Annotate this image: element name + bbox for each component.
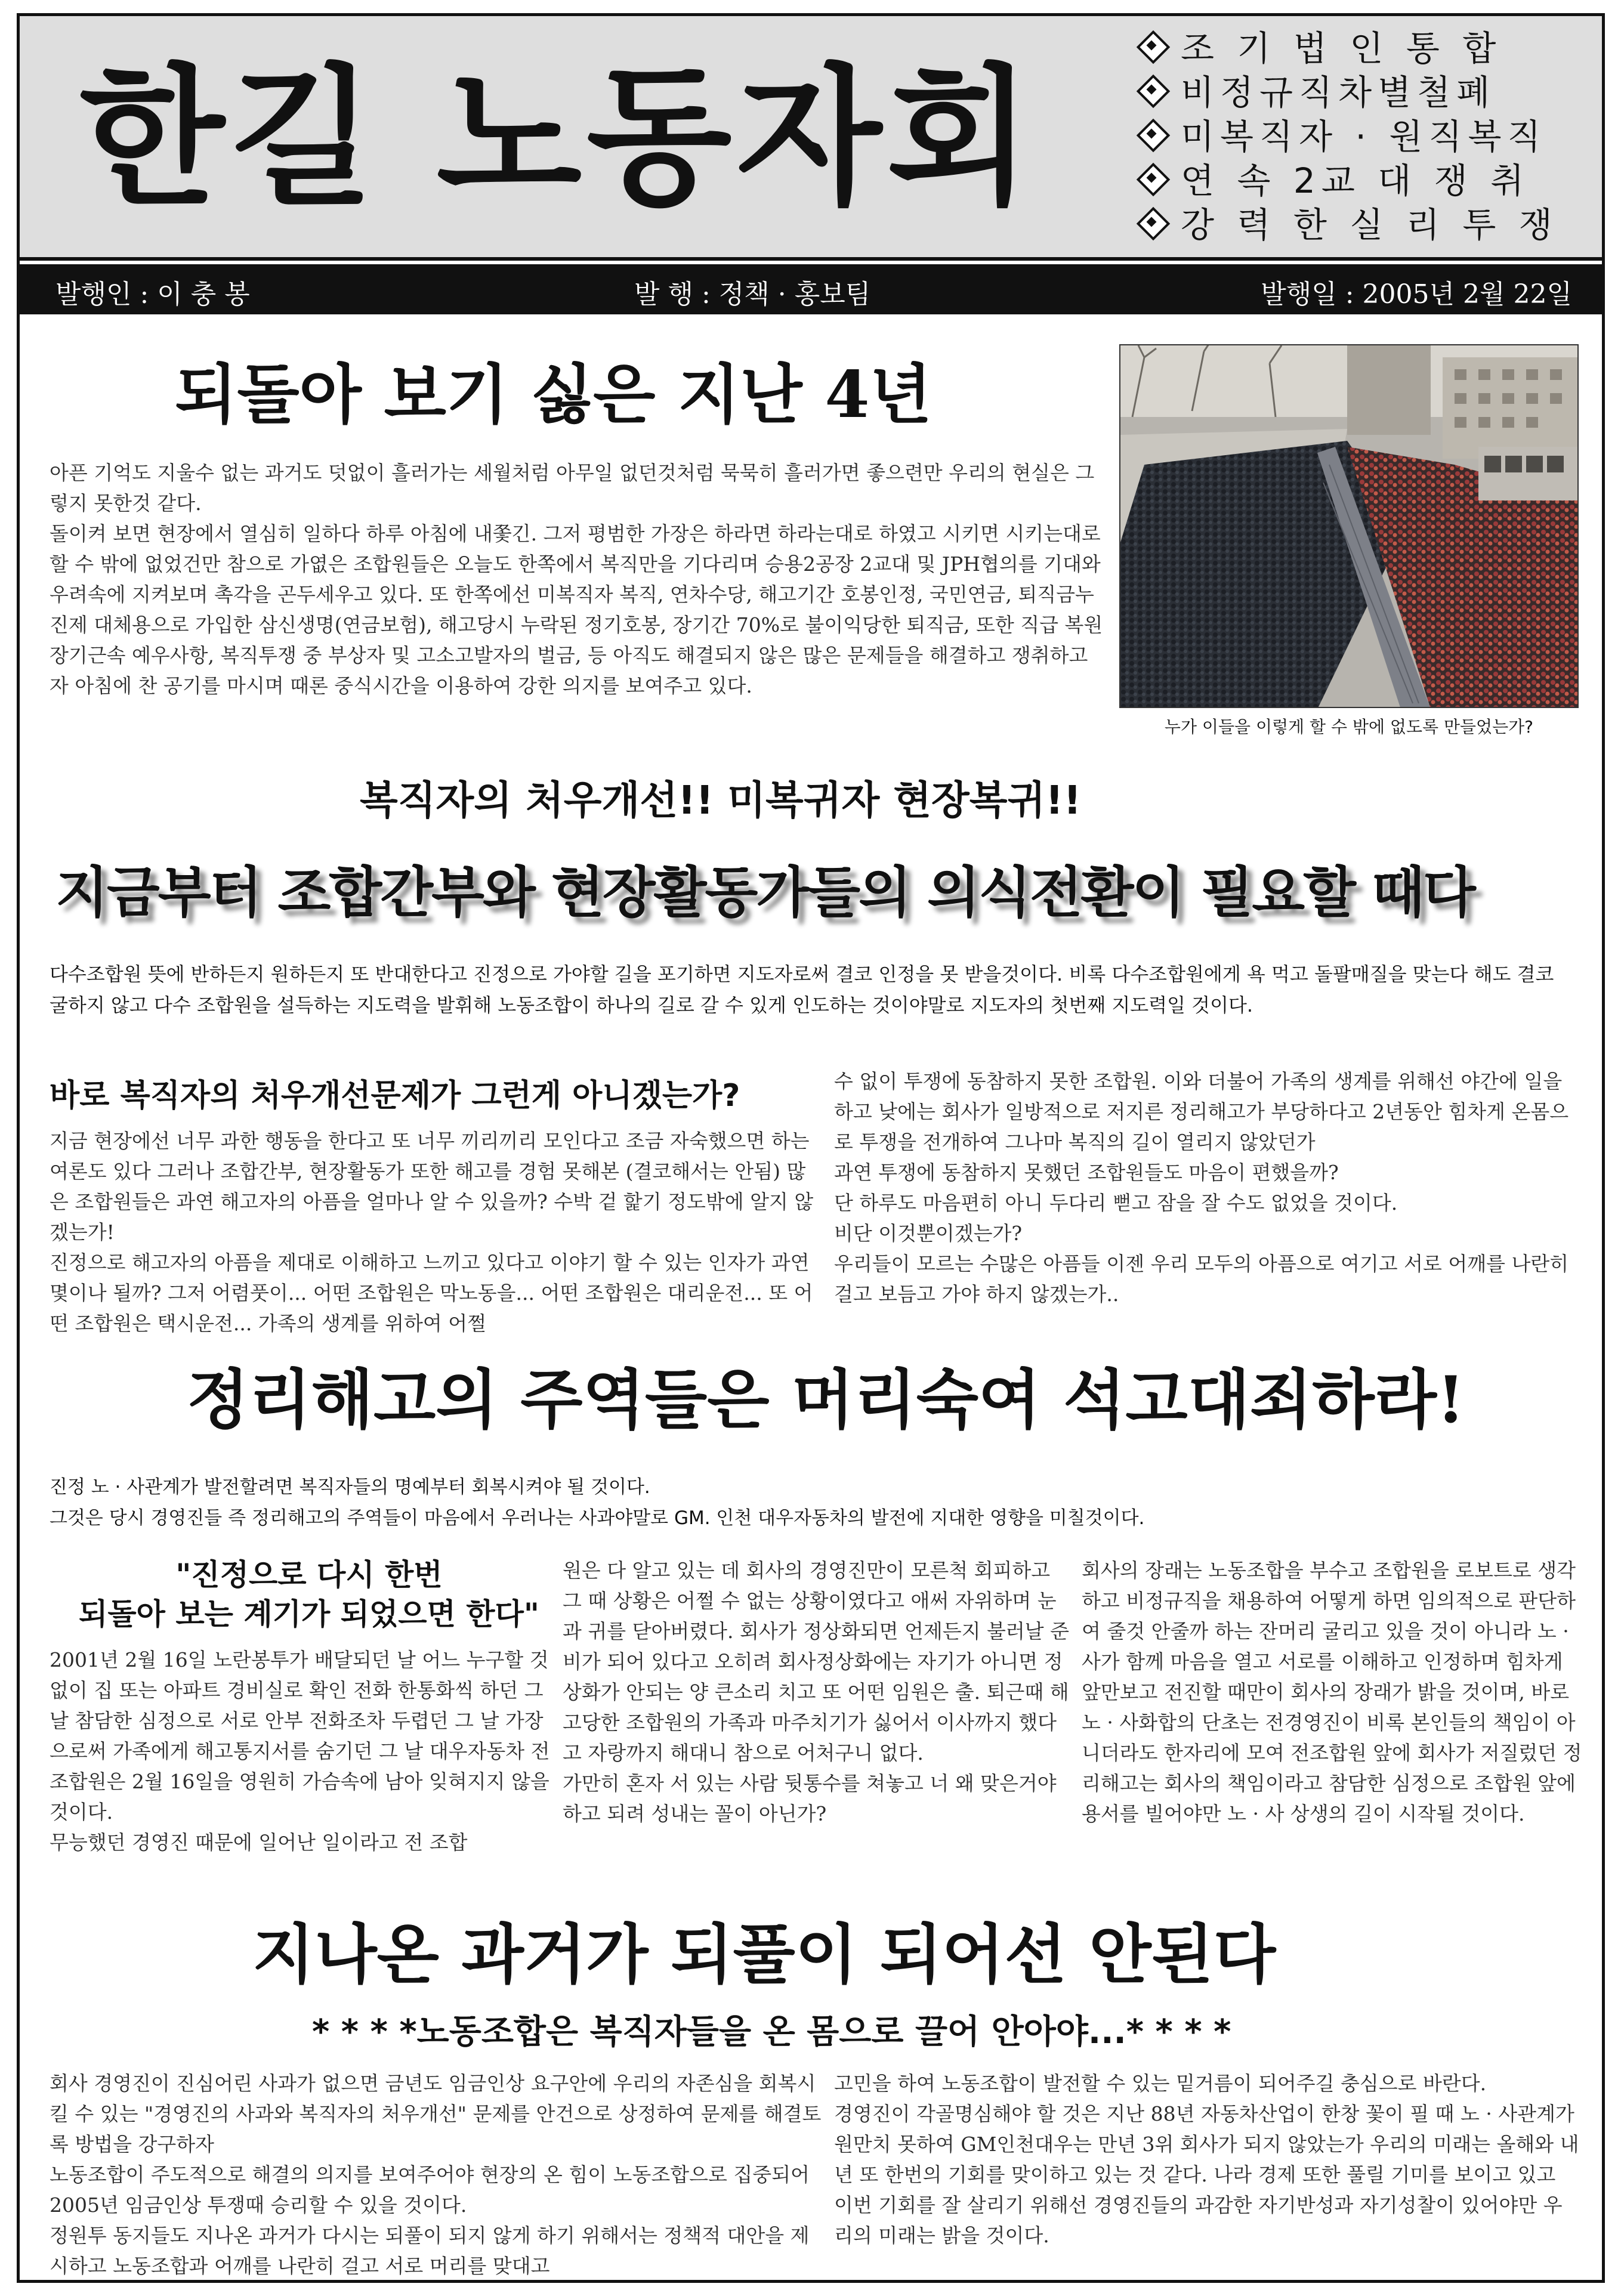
slogan-item: 연 속 2교 대 쟁 취 xyxy=(1137,156,1566,200)
section2-headline: 지금부터 조합간부와 현장활동가들의 의식전환이 필요할 때다 xyxy=(55,861,1474,925)
paragraph: 고민을 하여 노동조합이 발전할 수 있는 밑거름이 되어주길 충심으로 바란다. xyxy=(834,2072,1487,2095)
masthead xyxy=(20,16,1602,261)
paragraph: 과연 투쟁에 동참하지 못했던 조합원들도 마음이 편했을까? xyxy=(834,1161,1339,1184)
paragraph: 가만히 혼자 서 있는 사람 뒷통수를 쳐놓고 너 왜 맞은거야 하고 되려 성내는 꼴이 아닌가? xyxy=(563,1772,1057,1825)
diamond-bullet-icon xyxy=(1137,75,1166,104)
issue-info-bar xyxy=(20,264,1602,314)
slogan-list xyxy=(1137,23,1566,244)
slogan-item: 미복직자 · 원직복직 xyxy=(1137,112,1566,156)
section3-column-2 xyxy=(563,1555,1070,1829)
diamond-bullet-icon xyxy=(1137,119,1166,149)
issuer: 발 행 : 정책 · 홍보팀 xyxy=(634,279,871,310)
paragraph: 정원투 동지들도 지나온 과거가 다시는 되풀이 되지 않게 하기 위해서는 정책적 대안을 제시하고 노동조합과 어깨를 나란히 걸고 서로 머리를 맞대고 xyxy=(50,2224,810,2278)
protest-photo xyxy=(1119,344,1579,708)
paragraph: 돌이켜 보면 현장에서 열심히 일하다 하루 아침에 내쫓긴. 그저 평범한 가장은 하라면 하라는대로 하였고 시키면 시키는대로 할 수 밖에 없었건만 참으로 가엾은 조합원들은 오늘도 한쪽에서 복직만을 기다리며 승용2공장 2교대 및 JPH협의를 기대와 우려속에 지켜보며 촉각을 곤두세우고 있다. 또 한쪽에선 미복직자 복직, 연차수당, 해고기간 호봉인정, 국민연금, 퇴직금누진제 대체용으로 가입한 삼신생명(연금보험), 해고당시 누락된 정기호봉, 장기간 70%로 불이익당한 퇴직금, 또한 직급 복원 장기근속 예우사항, 복직투쟁 중 부상자 및 고소고발자의 벌금, 등 아직도 해결되지 않은 많은 문제들을 해결하고 쟁취하고자 아침에 찬 공기를 마시며 때론 중식시간을 이용하여 강한 의지를 보여주고 있다. xyxy=(50,522,1103,697)
section1-body xyxy=(50,458,1106,701)
section4-left-column xyxy=(50,2068,825,2281)
section3-lead xyxy=(50,1472,1577,1534)
section2-right-column xyxy=(834,1066,1580,1309)
paragraph: 무능했던 경영진 때문에 일어난 일이라고 전 조합 xyxy=(50,1831,468,1854)
diamond-bullet-icon xyxy=(1137,207,1166,237)
section2-subhead: 복직자의 처우개선!! 미복귀자 현장복귀!! xyxy=(360,777,1082,823)
paragraph: 우리들이 모르는 수많은 아픔들 이젠 우리 모두의 아픔으로 여기고 서로 어깨를 나란히 걸고 보듬고 가야 하지 않겠는가.. xyxy=(834,1252,1569,1306)
paragraph: 지금 현장에선 너무 과한 행동을 한다고 또 너무 끼리끼리 모인다고 조금 자숙했으면 하는 여론도 있다 그러나 조합간부, 현장활동가 또한 해고를 경험 못해본 (결코해서는 안됨) 많은 조합원들은 과연 해고자의 아픔을 얼마나 알 수 있을까? 수박 겉 핥기 정도밖에 알지 않겠는가! xyxy=(50,1129,814,1244)
paragraph: 회사의 장래는 노동조합을 부수고 조합원을 로보트로 생각하고 비정규직을 채용하여 어떻게 하면 임의적으로 판단하여 줄것 안줄까 하는 잔머리 굴리고 있을 것이 아니라 노 · 사가 함께 마음을 열고 서로를 이해하고 인정하며 힘차게 앞만보고 전진할 때만이 회사의 장래가 밝을 것이며, 바로 노 · 사화합의 단초는 전경영진이 비록 본인들의 책임이 아니더라도 한자리에 모여 전조합원 앞에 회사가 저질렀던 정리해고는 회사의 책임이라고 참담한 심정으로 조합원 앞에 용서를 빌어야만 노 · 사 상생의 길이 시작될 것이다. xyxy=(1082,1559,1582,1825)
paragraph: 진정 노 · 사관계가 발전할려면 복직자들의 명예부터 회복시켜야 될 것이다. xyxy=(50,1476,650,1498)
section3-column-1 xyxy=(50,1645,557,1858)
paragraph: 2001년 2월 16일 노란봉투가 배달되던 날 어느 누구할 것 없이 집 또는 아파트 경비실로 확인 전화 한통화씩 하던 그 날 참담한 심정으로 서로 안부 전화조차 두렵던 그 날 가장으로써 가족에게 해고통지서를 숨기던 그 날 대우자동차 전조합원은 2월 16일을 영원히 가슴속에 남아 잊혀지지 않을 것이다. xyxy=(50,1648,550,1824)
section2-left-column xyxy=(50,1126,819,1339)
paragraph: 진정으로 해고자의 아픔을 제대로 이해하고 느끼고 있다고 이야기 할 수 있는 인자가 과연 몇이나 될까? 그저 어렴풋이... 어떤 조합원은 막노동을... 어떤 조합원은 대리운전... 또 어떤 조합원은 택시운전... 가족의 생계를 위하여 어쩔 xyxy=(50,1251,813,1335)
slogan-item: 조 기 법 인 통 합 xyxy=(1137,23,1566,67)
section3-column-3 xyxy=(1082,1555,1583,1829)
photo-caption: 누가 이들을 이렇게 할 수 밖에 없도록 만들었는가? xyxy=(1164,717,1534,737)
section3-quote: "진정으로 다시 한번 되돌아 보는 계기가 되었으면 한다" xyxy=(79,1558,539,1631)
newsletter-page xyxy=(17,13,1605,2283)
section4-subhead: * * * *노동조합은 복직자들을 온 몸으로 끌어 안아야...* * * * xyxy=(312,2013,1231,2051)
issue-date: 발행일 : 2005년 2월 22일 xyxy=(1261,279,1572,310)
paragraph: 그것은 당시 경영진들 즉 정리해고의 주역들이 마음에서 우러나는 사과야말로 GM. 인천 대우자동차의 발전에 지대한 영향을 미칠것이다. xyxy=(50,1507,1145,1529)
paragraph: 아픈 기억도 지울수 없는 과거도 덧없이 흘러가는 세월처럼 아무일 없던것처럼 묵묵히 흘러가면 좋으련만 우리의 현실은 그렇지 못한것 같다. xyxy=(50,461,1095,515)
paragraph: 경영진이 각골명심해야 할 것은 지난 88년 자동차산업이 한창 꽃이 필 때 노 · 사관계가 원만치 못하여 GM인천대우는 만년 3위 회사가 되지 않았는가 우리의 미래는 올해와 내년 또 한번의 기회를 맞이하고 있는 것 같다. 나라 경제 또한 풀릴 기미를 보이고 있고 이번 기회를 잘 살리기 위해선 경영진들의 과감한 자기반성과 자기성찰이 있어야만 우리의 미래는 밝을 것이다. xyxy=(834,2102,1579,2247)
paragraph: 비단 이것뿐이겠는가? xyxy=(834,1222,1023,1245)
section4-headline: 지나온 과거가 되풀이 되어선 안된다 xyxy=(252,1917,1276,1992)
slogan-item: 강 력 한 실 리 투 쟁 xyxy=(1137,200,1566,244)
paragraph: 노동조합이 주도적으로 해결의 의지를 보여주어야 현장의 온 힘이 노동조합으로 집중되어 2005년 임금인상 투쟁때 승리할 수 있을 것이다. xyxy=(50,2163,810,2217)
paragraph: 단 하루도 마음편히 아니 두다리 뻗고 잠을 잘 수도 없었을 것이다. xyxy=(834,1191,1398,1215)
paragraph: 회사 경영진이 진심어린 사과가 없으면 금년도 임금인상 요구안에 우리의 자존심을 회복시킬 수 있는 "경영진의 사과와 복직자의 처우개선" 문제를 안건으로 상정하여 문제를 해결토록 방법을 강구하자 xyxy=(50,2072,822,2156)
section2-lead: 다수조합원 뜻에 반하든지 원하든지 또 반대한다고 진정으로 가야할 길을 포기하면 지도자로써 결코 인정을 못 받을것이다. 비록 다수조합원에게 욕 먹고 돌팔매질을 맞는다 해도 결코 굴하지 않고 다수 조합원을 설득하는 지도력을 발휘해 노동조합이 하나의 길로 갈 수 있게 인도하는 것이야말로 지도자의 첫번째 지도력일 것이다. xyxy=(50,963,1554,1016)
masthead-title: 한길 노동자회 xyxy=(79,51,1037,225)
section1-headline: 되돌아 보기 싫은 지난 4년 xyxy=(175,357,932,432)
paragraph: 수 없이 투쟁에 동참하지 못한 조합원. 이와 더불어 가족의 생계를 위해선 야간에 일을 하고 낮에는 회사가 일방적으로 저지른 정리해고가 부당하다고 2년동안 힘차게 온몸으로 투쟁을 전개하여 그나마 복직의 길이 열리지 않았던가 xyxy=(834,1070,1569,1154)
section2-column-head: 바로 복직자의 처우개선문제가 그런게 아니겠는가? xyxy=(50,1078,740,1114)
section3-headline: 정리해고의 주역들은 머리숙여 석고대죄하라! xyxy=(187,1362,1465,1438)
slogan-item: 비정규직차별철폐 xyxy=(1137,67,1566,112)
publisher: 발행인 : 이 충 봉 xyxy=(55,279,250,310)
diamond-bullet-icon xyxy=(1137,163,1166,193)
section4-right-column xyxy=(834,2068,1580,2251)
diamond-bullet-icon xyxy=(1137,30,1166,60)
paragraph: 원은 다 알고 있는 데 회사의 경영진만이 모른척 회피하고 그 때 상황은 어쩔 수 없는 상황이였다고 애써 자위하며 눈과 귀를 닫아버렸다. 회사가 정상화되면 언제든지 불러날 준비가 되어 있다고 오히려 회사정상화에는 자기가 아니면 정상화가 안되는 양 큰소리 치고 또 어떤 임원은 출. 퇴근때 해고당한 조합원의 가족과 마주치기가 싫어서 이사까지 했다고 자랑까지 해대니 참으로 어처구니 없다. xyxy=(563,1559,1069,1765)
